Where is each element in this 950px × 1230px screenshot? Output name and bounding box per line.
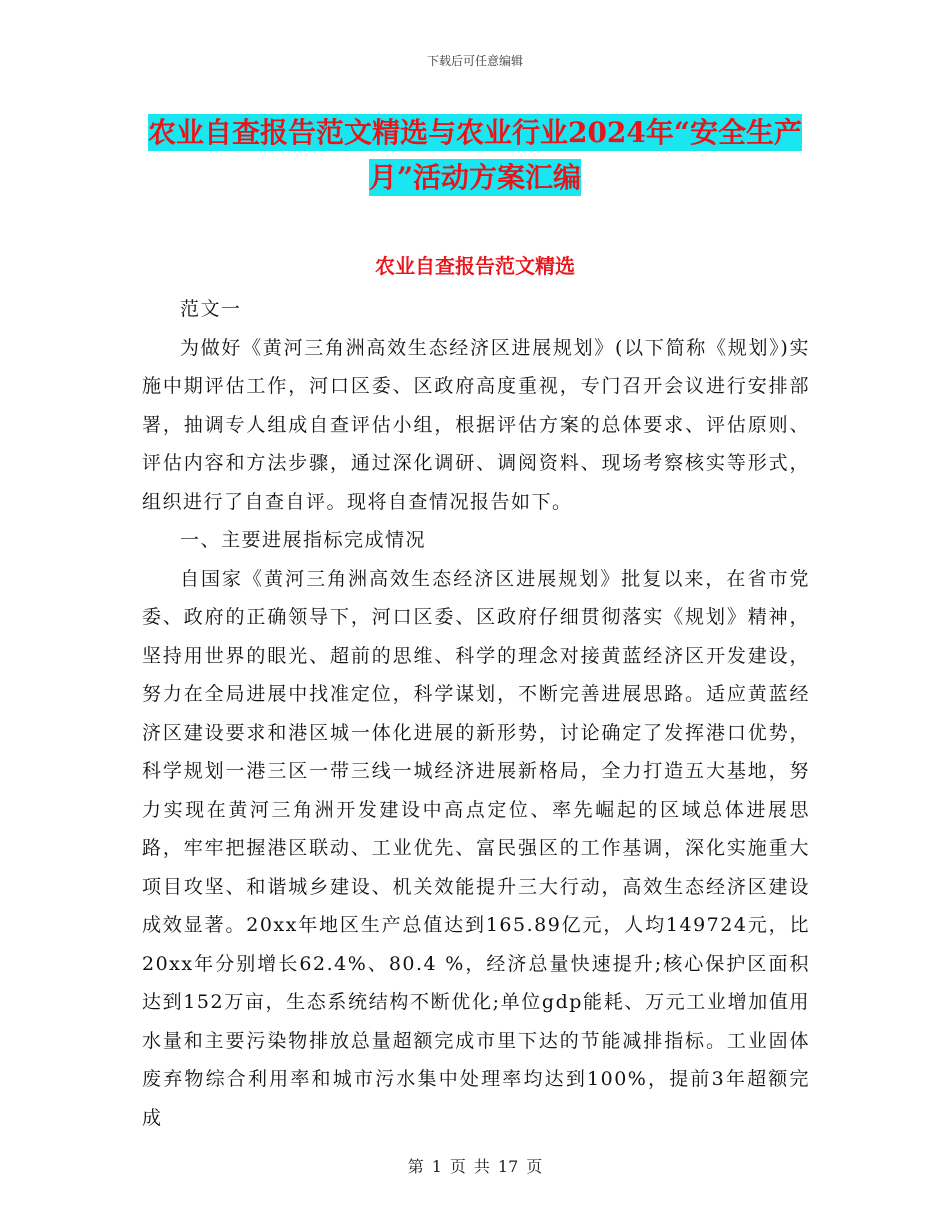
paragraph-intro: 为做好《黄河三角洲高效生态经济区进展规划》(以下简称《规划》)实施中期评估工作，河口区委、区政府高度重视，专门召开会议进行安排部署，抽调专人组成自查评估小组，根据评估方案的总体要求、评估原则、评估内容和方法步骤，通过深化调研、调阅资料、现场考察核实等形式，组织进行了自查自评。现将自查情况报告如下。	[142, 336, 810, 513]
paragraph-label: 范文一	[180, 298, 242, 320]
document-title	[140, 110, 810, 200]
footer-page-number: 1	[431, 1157, 442, 1176]
section-title: 农业自查报告范文精选	[375, 254, 575, 278]
footer-total-prefix: 共	[473, 1157, 490, 1176]
document-title-line-1: 农业自查报告范文精选与农业行业2024年“安全生产	[147, 116, 803, 149]
footer-suffix: 页	[526, 1157, 543, 1176]
paragraph-heading: 一、主要进展指标完成情况	[180, 529, 427, 551]
document-title-line-2: 月”活动方案汇编	[368, 161, 582, 194]
page-footer	[0, 1154, 950, 1177]
document-body	[142, 290, 810, 1137]
paragraph-main: 自国家《黄河三角洲高效生态经济区进展规划》批复以来，在省市党委、政府的正确领导下，河口区委、区政府仔细贯彻落实《规划》精神，坚持用世界的眼光、超前的思维、科学的理念对接黄蓝经济区开发建设，努力在全局进展中找准定位，科学谋划，不断完善进展思路。适应黄蓝经济区建设要求和港区城一体化进展的新形势，讨论确定了发挥港口优势，科学规划一港三区一带三线一城经济进展新格局，全力打造五大基地，努力实现在黄河三角洲开发建设中高点定位、率先崛起的区域总体进展思路，牢牢把握港区联动、工业优先、富民强区的工作基调，深化实施重大项目攻坚、和谐城乡建设、机关效能提升三大行动，高效生态经济区建设成效显著。20xx年地区生产总值达到165.89亿元，人均149724元，比20xx年分别增长62.4%、80.4 %，经济总量快速提升;核心保护区面积达到152万亩，生态系统结构不断优化;单位gdp能耗、万元工业增加值用水量和主要污染物排放总量超额完成市里下达的节能减排指标。工业固体废弃物综合利用率和城市污水集中处理率均达到100%，提前3年超额完成	[142, 567, 810, 1129]
footer-prefix: 第	[407, 1157, 424, 1176]
footer-mid: 页	[449, 1157, 466, 1176]
footer-total-pages: 17	[497, 1157, 519, 1176]
header-note: 下载后可任意编辑	[426, 54, 523, 68]
